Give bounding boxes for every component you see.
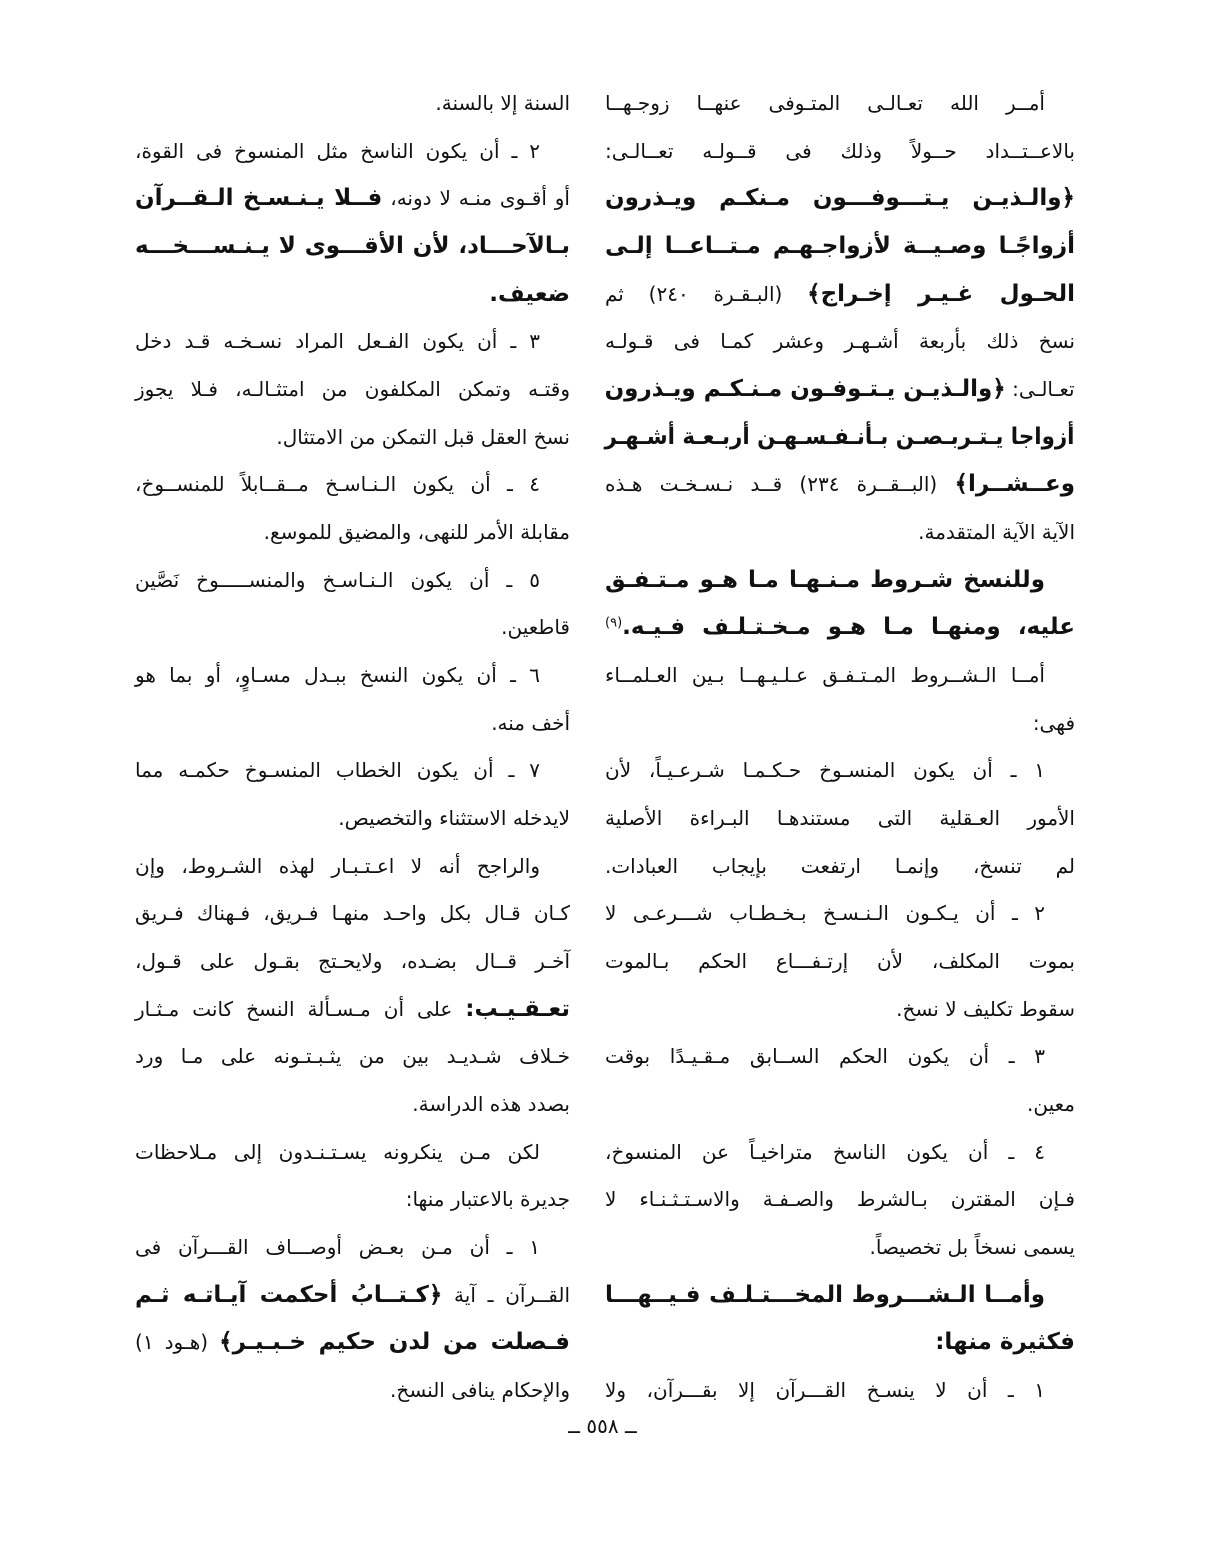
text-line-content [491, 701, 570, 745]
text-line [135, 510, 570, 554]
text-line [135, 1368, 570, 1412]
text-line [135, 81, 570, 125]
text-segment: أو أقـوى منـه لا دونه، [382, 186, 570, 211]
text-line [135, 415, 570, 459]
text-line-content [605, 415, 1075, 459]
text-segment: نسخ العقل قبل التمكن من الامتثال. [276, 424, 570, 449]
text-segment: والراجح أنه لا اعـتـبـار لهذه الشـروط، وإن [135, 853, 540, 878]
text-line-content [605, 653, 1045, 697]
bold-text: ضعيف. [489, 280, 570, 307]
text-line [605, 1130, 1075, 1174]
text-line-content [501, 605, 570, 649]
text-line [605, 891, 1075, 935]
text-segment: كـان قـال بكل واحـد منهـا فـريق، فـهناك فـريق [135, 901, 570, 926]
footnote-reference: (٩) [605, 615, 623, 631]
text-segment: ٢ ـ أن يـكـون الـنـسـخ بـخـطـاب شـــرعـى لا [605, 901, 1045, 926]
text-line [605, 319, 1075, 363]
text-line-content [264, 510, 570, 554]
text-line [605, 510, 1075, 554]
text-line [135, 605, 570, 649]
text-line [135, 224, 570, 268]
text-line-content [605, 176, 1075, 220]
text-line [135, 796, 570, 840]
text-line [605, 939, 1075, 983]
text-segment: (البـقـرة ٢٤٠) ثم [605, 281, 808, 306]
text-segment: ٥ ـ أن يكون الـنـاسـخ والمنســـــوخ نَصَّين [135, 567, 540, 592]
text-line [605, 558, 1075, 602]
text-line-content [135, 748, 540, 792]
text-line [605, 987, 1075, 1031]
text-line [135, 939, 570, 983]
text-line [135, 1177, 570, 1221]
bold-text: فــلا يـنـسـخ الـقــرآن [135, 185, 383, 212]
text-segment: (هـود ١) [135, 1330, 220, 1355]
text-segment: ٧ ـ أن يكون الخطاب المنسـوخ حكمـه مما [135, 758, 540, 783]
text-segment: لايدخله الاستثناء والتخصيص. [338, 806, 570, 831]
bold-text: ﴿والـذيـن يـتـــوفـــون مـنكـم ويـذرون [605, 185, 1075, 212]
bold-text: وعــشــرا﴾ [954, 471, 1075, 498]
text-segment: تعـالـى: [1006, 377, 1075, 402]
text-line-content [135, 987, 570, 1031]
text-segment: بالاعــتــداد حــولاً وذلك فى قــولـه تعــالـى: [605, 138, 1075, 163]
text-line [135, 176, 570, 220]
text-line [605, 1225, 1075, 1269]
text-line-content [605, 1177, 1075, 1221]
text-segment: على أن مـسـألة النسخ كانت مـثـار [135, 996, 466, 1021]
text-line [135, 1034, 570, 1078]
text-line-content [605, 1273, 1045, 1317]
text-line [605, 1320, 1075, 1364]
text-line [605, 605, 1075, 649]
text-line [135, 748, 570, 792]
text-line-content [1027, 1082, 1075, 1126]
text-segment: يسمى نسخاً بل تخصيصاً. [869, 1235, 1075, 1260]
text-line-content [135, 367, 570, 411]
text-line-content [135, 1320, 570, 1364]
text-line-content [896, 987, 1075, 1031]
text-line-content [135, 129, 540, 173]
text-line-content [605, 367, 1075, 411]
text-segment: معين. [1027, 1092, 1075, 1117]
bold-text: أزواجًـا وصـيــة لأزواجـهـم مـتــاعــا إلـى [605, 233, 1075, 259]
text-line [135, 1130, 570, 1174]
text-line [605, 129, 1075, 173]
text-segment: أخف منه. [491, 710, 570, 735]
text-segment: (البــقــرة ٢٣٤) قــد نـسـخـت هـذه [605, 472, 955, 497]
text-segment: وقتـه وتمكن المكلفون من امتثـالـه، فـلا يجوز [135, 377, 570, 402]
text-segment: ٦ ـ أن يكون النسخ ببـدل مسـاوٍ، أو بما هو [135, 663, 540, 688]
text-line-content [135, 1225, 540, 1269]
text-line [605, 1034, 1075, 1078]
text-line [605, 1368, 1075, 1412]
text-line [135, 319, 570, 363]
text-segment: فهى: [1032, 710, 1075, 735]
text-line-content [135, 462, 540, 506]
text-segment: لم تنسخ، وإنمـا ارتفعت بإيجاب العبادات. [605, 853, 1075, 878]
text-segment: والإحكام ينافى النسخ. [390, 1378, 570, 1403]
text-line [135, 701, 570, 745]
bold-text: ﴿والـذيـن يـتـوفـون مـنـكـم ويـذرون [605, 376, 1007, 403]
bold-text: بـالآحـــاد، لأن الأقـــوى لا يـنـســـخـــه [135, 233, 570, 259]
text-line-content [135, 653, 540, 697]
bold-text: وللنسخ شـروط مـنـهـا مـا هـو مـتـفـق [605, 566, 1045, 593]
text-line-content [390, 1368, 570, 1412]
bold-text: ﴿كـتــابُ أحكمت آيـاتـه ثـم [135, 1281, 443, 1308]
text-line [135, 844, 570, 888]
text-segment: قاطعين. [501, 615, 570, 640]
text-line [605, 81, 1075, 125]
text-line-content [135, 891, 570, 935]
text-line [135, 1273, 570, 1317]
text-segment: فـإن المقترن بـالشرط والصـفـة والاسـتـثـنـاء لا [605, 1187, 1075, 1212]
text-line [135, 462, 570, 506]
text-line-content [605, 844, 1075, 888]
bold-text: أزواجا يـتـربـصـن بـأنـفـسـهـن أربـعـة أشـهـر [605, 423, 1075, 450]
text-segment: الأمور العـقلية التى مستندهـا البـراءة الأصلية [605, 806, 1075, 831]
text-line-content [135, 176, 570, 220]
text-line [135, 891, 570, 935]
bold-text: فـصلت من لدن حكيم خـبـيـر﴾ [219, 1329, 570, 1356]
bold-text: تعـقـيـب: [465, 995, 570, 1022]
text-segment: بصدد هذه الدراسة. [412, 1092, 570, 1117]
text-line-content [135, 844, 540, 888]
text-line-content [605, 748, 1045, 792]
text-line-content [605, 1034, 1045, 1078]
text-line [135, 1082, 570, 1126]
text-line-content [605, 1130, 1045, 1174]
text-line-content [918, 510, 1075, 554]
text-line [135, 1225, 570, 1269]
text-segment: ٣ ـ أن يكون الفـعل المراد نسـخـه قـد دخل [135, 329, 540, 354]
text-line-content [435, 81, 570, 125]
text-line-content [605, 558, 1045, 602]
text-line [605, 701, 1075, 745]
text-line-content [605, 129, 1075, 173]
text-line [605, 272, 1075, 316]
text-line-content [1033, 701, 1075, 745]
text-line [605, 844, 1075, 888]
text-line-content [135, 939, 570, 983]
bold-text: وأمــا الـشـــروط المخـــتـلـف فـيــهـــا [605, 1281, 1045, 1308]
text-line [605, 415, 1075, 459]
text-line [135, 367, 570, 411]
text-line [135, 129, 570, 173]
text-segment: آخـر قــال بضـده، ولايحـتج بقـول على قـول، [135, 949, 570, 974]
bold-text: فكثيرة منها: [935, 1329, 1075, 1356]
text-segment: ١ ـ أن يكون المنسـوخ حـكـمـا شـرعـيـاً، لأن [605, 758, 1045, 783]
text-line [605, 176, 1075, 220]
text-segment: الآية الآية المتقدمة. [918, 520, 1075, 545]
text-line [605, 462, 1075, 506]
text-segment: بموت المكلف، لأن إرتـفـــاع الحكم بـالموت [605, 949, 1075, 974]
text-line-content [135, 1130, 540, 1174]
text-line-content [605, 891, 1045, 935]
text-line [605, 1082, 1075, 1126]
text-segment: القــرآن ـ آية [442, 1282, 570, 1307]
bold-text: عليه، ومنهـا مـا هـو مـخـتـلـف فـيـه. [622, 614, 1075, 641]
text-line [135, 558, 570, 602]
text-segment: ١ ـ أن لا ينسـخ القـــرآن إلا بقـــرآن، ولا [605, 1378, 1045, 1403]
text-segment: نسخ ذلك بأربعة أشـهـر وعشر كمـا فى قـولـه [605, 329, 1075, 354]
page-number: ــ ٥٥٨ ــ [568, 1414, 637, 1438]
text-line [605, 748, 1075, 792]
text-line-content [135, 558, 540, 602]
text-line [135, 272, 570, 316]
text-line [605, 653, 1075, 697]
text-segment: أمــا الـشــروط المـتـفـق عـلـيـهــا بـين العـلمــاء [605, 663, 1045, 688]
text-segment: مقابلة الأمر للنهى، والمضيق للموسع. [263, 520, 570, 545]
text-line-content [605, 939, 1075, 983]
text-line-content [605, 319, 1075, 363]
text-segment: أمــر الله تعـالـى المتـوفى عنهــا زوجـهــا [605, 91, 1045, 115]
text-line-content [135, 1034, 570, 1078]
text-segment: ٤ ـ أن يكون الـنـاسـخ مــقــابلاً للمنســوخ، [135, 472, 540, 497]
text-line-content [276, 415, 570, 459]
text-line-content [870, 1225, 1076, 1269]
text-segment: لكن مـن ينكرونه يسـتـنـدون إلى مـلاحظات [135, 1139, 540, 1164]
text-line-content [489, 272, 570, 316]
text-line [135, 987, 570, 1031]
text-line-content [412, 1082, 570, 1126]
text-segment: ١ ـ أن مـن بعـض أوصـــاف القـــرآن فى [135, 1235, 540, 1260]
text-line-content [605, 1368, 1045, 1412]
text-segment: السنة إلا بالسنة. [435, 91, 570, 115]
text-line-content [605, 81, 1045, 125]
text-segment: سقوط تكليف لا نسخ. [896, 996, 1075, 1021]
text-line-content [605, 224, 1075, 268]
text-line [605, 1273, 1075, 1317]
text-line-content [935, 1320, 1075, 1364]
text-line [605, 367, 1075, 411]
text-line-content [135, 224, 570, 268]
text-line-content [135, 1273, 570, 1317]
text-segment: جديرة بالاعتبار منها: [405, 1187, 570, 1212]
text-segment: ٤ ـ أن يكون الناسخ متراخيـاً عن المنسوخ، [605, 1139, 1045, 1164]
text-segment: ٣ ـ أن يكون الحكم الســابق مـقـيـدًا بوقت [605, 1044, 1045, 1069]
text-line [135, 1320, 570, 1364]
bold-text: الحـول غـيـر إخـراج﴾ [807, 280, 1075, 307]
text-line [605, 224, 1075, 268]
text-line-content [135, 319, 540, 363]
text-line-content [338, 796, 570, 840]
text-segment: خـلاف شـديـد بين من يثـبـتـونه على مـا ورد [135, 1044, 570, 1069]
text-line-content [605, 605, 1075, 649]
text-line-content [406, 1177, 570, 1221]
text-line [605, 1177, 1075, 1221]
text-line-content [605, 462, 1075, 506]
text-segment: ٢ ـ أن يكون الناسخ مثل المنسوخ فى القوة، [135, 138, 540, 163]
text-line [605, 796, 1075, 840]
text-line-content [605, 796, 1075, 840]
text-line [135, 653, 570, 697]
text-line-content [605, 272, 1075, 316]
